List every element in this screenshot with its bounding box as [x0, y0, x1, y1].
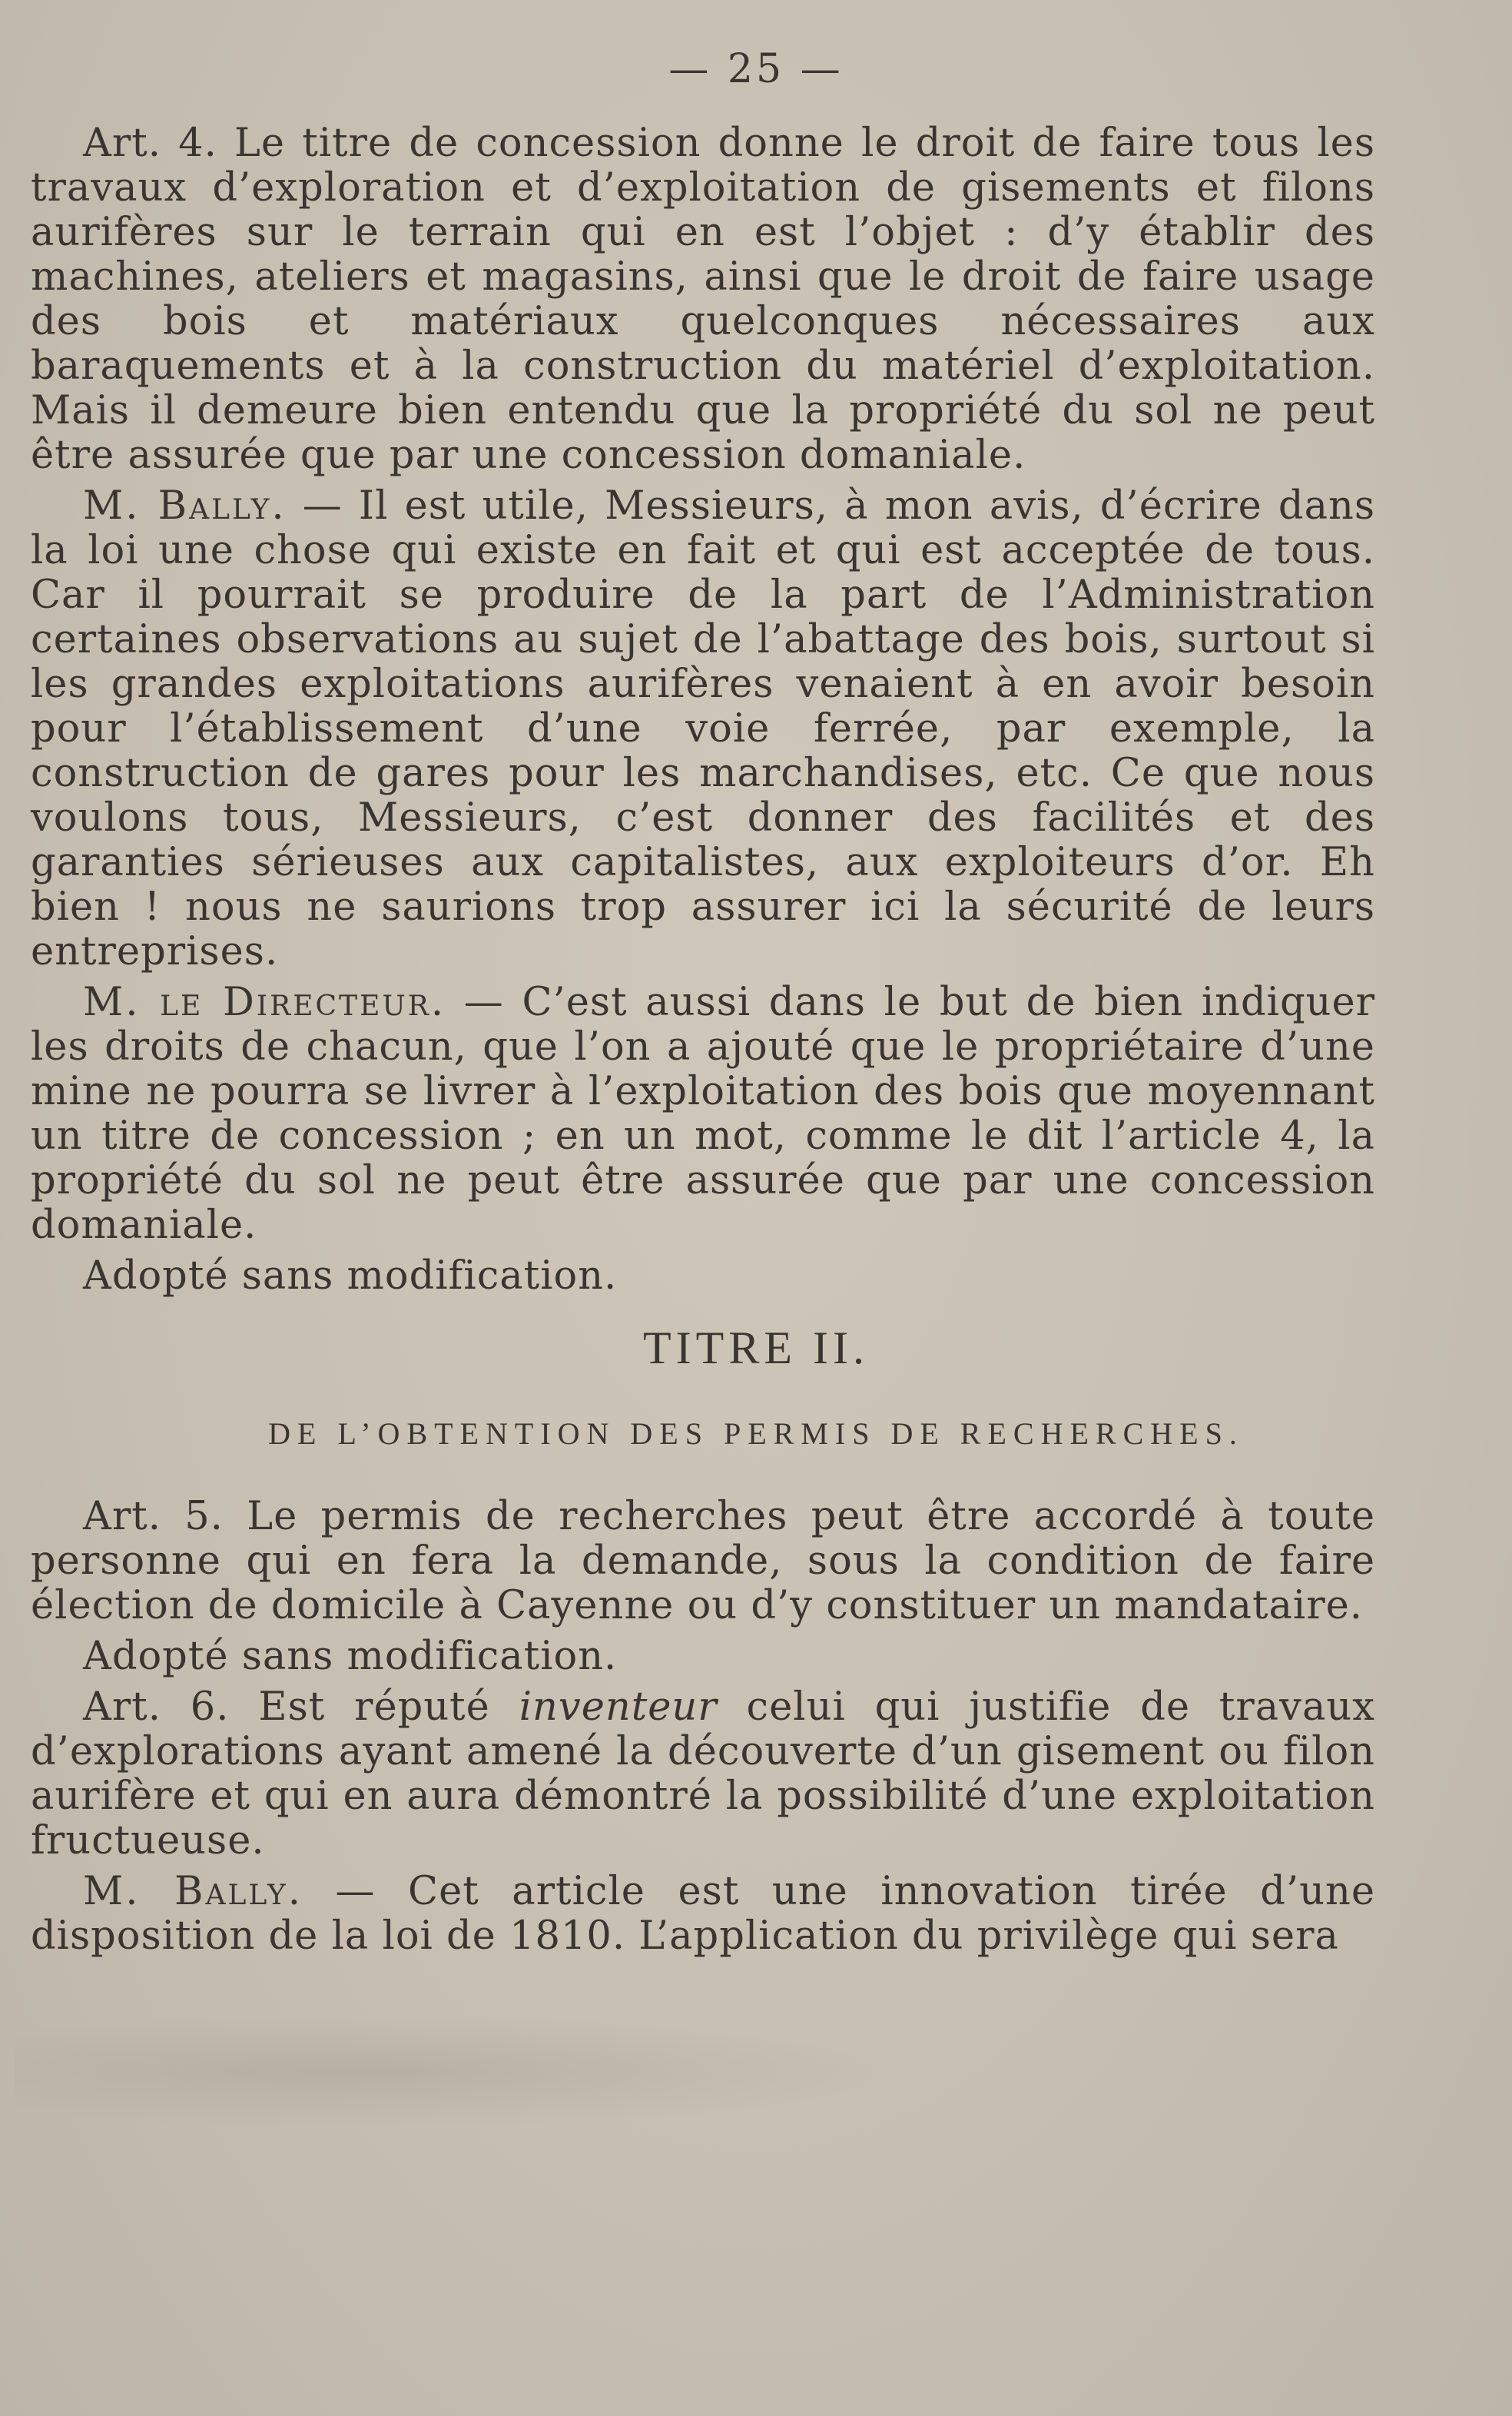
paragraph-text: celui qui justifie de travaux d’explorations ayant amené la découverte d’un gisement ou filon aurifère et qui en aura démontré la possibilité d’une exploitation fructueuse. [31, 1684, 1376, 1863]
paragraph-text: Le permis de recherches peut être accordé à toute personne qui en fera la demande, sous la condition de faire élection de domicile à Cayenne ou d’y constituer un mandataire. [31, 1494, 1375, 1628]
paragraph-adopte-2 [31, 1634, 1375, 1679]
speaker-name: M. Bally. [83, 483, 287, 529]
section-subtitle: DE L’OBTENTION DES PERMIS DE RECHERCHES. [268, 1416, 1244, 1451]
paragraph-directeur [31, 981, 1375, 1248]
bottom-text-block [31, 1495, 1375, 1965]
paragraph-art-5 [31, 1495, 1375, 1628]
speaker-name: M. le Directeur. [83, 980, 446, 1025]
paragraph-adopte-1 [31, 1254, 1375, 1299]
paragraph-text: Le titre de concession donne le droit de faire tous les travaux d’exploration et d’exploitation de gisements et filons aurifères sur le terrain qui en est l’objet : d’y établir des machines, ateliers et magasins, ainsi que le droit de faire usage des bois et matériaux quelconques nécessaires aux baraquements et à la construction du matériel d’exploitation. Mais il demeure bien entendu que la propriété du sol ne peut être assurée que par une concession domaniale. [31, 121, 1376, 478]
paragraph-lead: Art. 5. [83, 1494, 224, 1539]
paragraph-text: — Il est utile, Messieurs, à mon avis, d’écrire dans la loi une chose qui existe en fait et qui est acceptée de tous. Car il pourrait se produire de la part de l’Administration certaines observations au sujet de l’abattage des bois, surtout si les grandes exploitations aurifères venaient à en avoir besoin pour l’établissement d’une voie ferrée, par exemple, la construction de gares pour les marchandises, etc. Ce que nous voulons tous, Messieurs, c’est donner des facilités et des garanties sérieuses aux capitalistes, aux exploiteurs d’or. Eh bien ! nous ne saurions trop assurer ici la sécurité de leurs entreprises. [31, 483, 1376, 974]
paragraph-bally-2 [31, 1870, 1375, 1959]
paragraph-text: — C’est aussi dans le but de bien indiquer les droits de chacun, que l’on a ajouté que le propriétaire d’une mine ne pourra se livrer à l’exploitation des bois que moyennant un titre de concession ; en un mot, comme le dit l’article 4, la propriété du sol ne peut être assurée que par une concession domaniale. [31, 980, 1376, 1248]
speaker-name: M. Bally. [83, 1869, 303, 1914]
section-title: TITRE II. [643, 1322, 869, 1373]
paragraph-text: — Cet article est une innovation tirée d’une disposition de la loi de 1810. L’application du privilège qui sera [31, 1869, 1375, 1959]
paragraph-text: Est réputé [229, 1684, 519, 1730]
bleed-through-smudge [15, 2013, 899, 2129]
paragraph-text: Adopté sans modification. [83, 1253, 618, 1299]
italic-term: inventeur [519, 1684, 718, 1730]
top-text-block [31, 121, 1375, 1305]
paragraph-lead: Art. 4. [83, 121, 217, 166]
paragraph-art-6 [31, 1685, 1375, 1863]
paragraph-bally-1 [31, 484, 1375, 974]
paragraph-art-4 [31, 121, 1375, 478]
page-number: — 25 — [668, 46, 844, 92]
paragraph-text: Adopté sans modification. [83, 1634, 618, 1679]
paragraph-lead: Art. 6. [83, 1684, 230, 1730]
